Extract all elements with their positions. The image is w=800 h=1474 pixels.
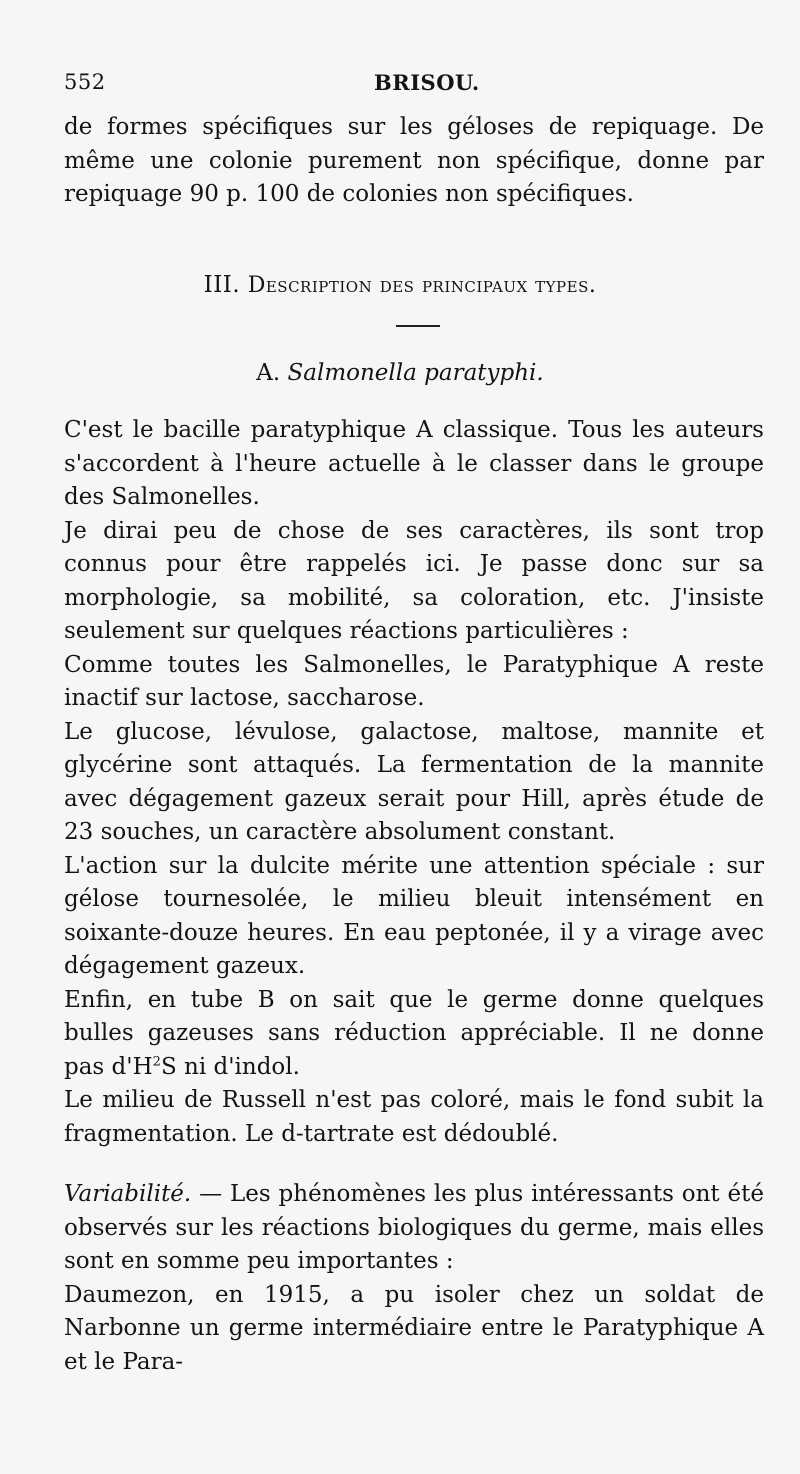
section-number: III. [203,272,241,298]
body-paragraph: L'action sur la dulcite mérite une attention spéciale : sur gélose tournesolée, le milieu bleuit intensément en soixante-douze heures. En eau peptonée, il y a virage avec dégagement gazeux. [64,852,764,979]
body-paragraph: Je dirai peu de chose de ses caractères, ils sont trop connus pour être rappelés ici. Je passe donc sur sa morphologie, sa mobilité, sa coloration, etc. J'insiste seulement sur quelques réactions particulières : [64,517,764,644]
variability-lead: Variabilité. [64,1181,192,1207]
subsection-heading [0,360,800,386]
last-paragraph: Daumezon, en 1915, a pu isoler chez un soldat de Narbonne un germe intermédiaire entre le Paratyphique A et le Para- [64,1281,764,1375]
h2s-superscript: 2 [152,1053,161,1069]
page-number: 552 [64,70,106,94]
intro-paragraph: de formes spécifiques sur les géloses de repiquage. De même une colonie purement non spécifique, donne par repiquage 90 p. 100 de colonies non spécifiques. [64,114,764,207]
subsection-letter: A. [256,360,281,386]
intro-text-block [64,111,764,212]
section-title: Description des principaux types. [247,273,597,298]
running-head: BRISOU. [374,70,480,95]
h2s-text-after: S ni d'indol. [160,1053,300,1080]
body-paragraph: Comme toutes les Salmonelles, le Paratyphique A reste inactif sur lactose, saccharose. [64,651,764,711]
body-paragraph-russell: Le milieu de Russell n'est pas coloré, mais le fond subit la fragmentation. Le d-tartrate est dédoublé. [64,1087,764,1147]
subsection-title: Salmonella paratyphi. [287,360,544,386]
body-text-block [64,414,764,1151]
body-paragraph-h2s [64,984,764,1085]
h2s-text-before: Enfin, en tube B on sait que le germe donne quelques bulles gazeuses sans réduction appréciable. Il ne donne pas d'H [64,986,764,1080]
body-paragraph: Le glucose, lévulose, galactose, maltose, mannite et glycérine sont attaqués. La fermentation de la mannite avec dégagement gazeux serait pour Hill, après étude de 23 souches, un caractère absolument constant. [64,718,764,845]
variability-paragraph [64,1178,764,1279]
variability-text-block [64,1178,764,1379]
section-divider [396,325,440,327]
variability-text: — Les phénomènes les plus intéressants ont été observés sur les réactions biologiques du germe, mais elles sont en somme peu importantes : [64,1181,764,1274]
section-heading [0,272,800,298]
body-paragraph: C'est le bacille paratyphique A classique. Tous les auteurs s'accordent à l'heure actuelle à le classer dans le groupe des Salmonelles. [64,417,764,510]
page-header [64,70,764,100]
